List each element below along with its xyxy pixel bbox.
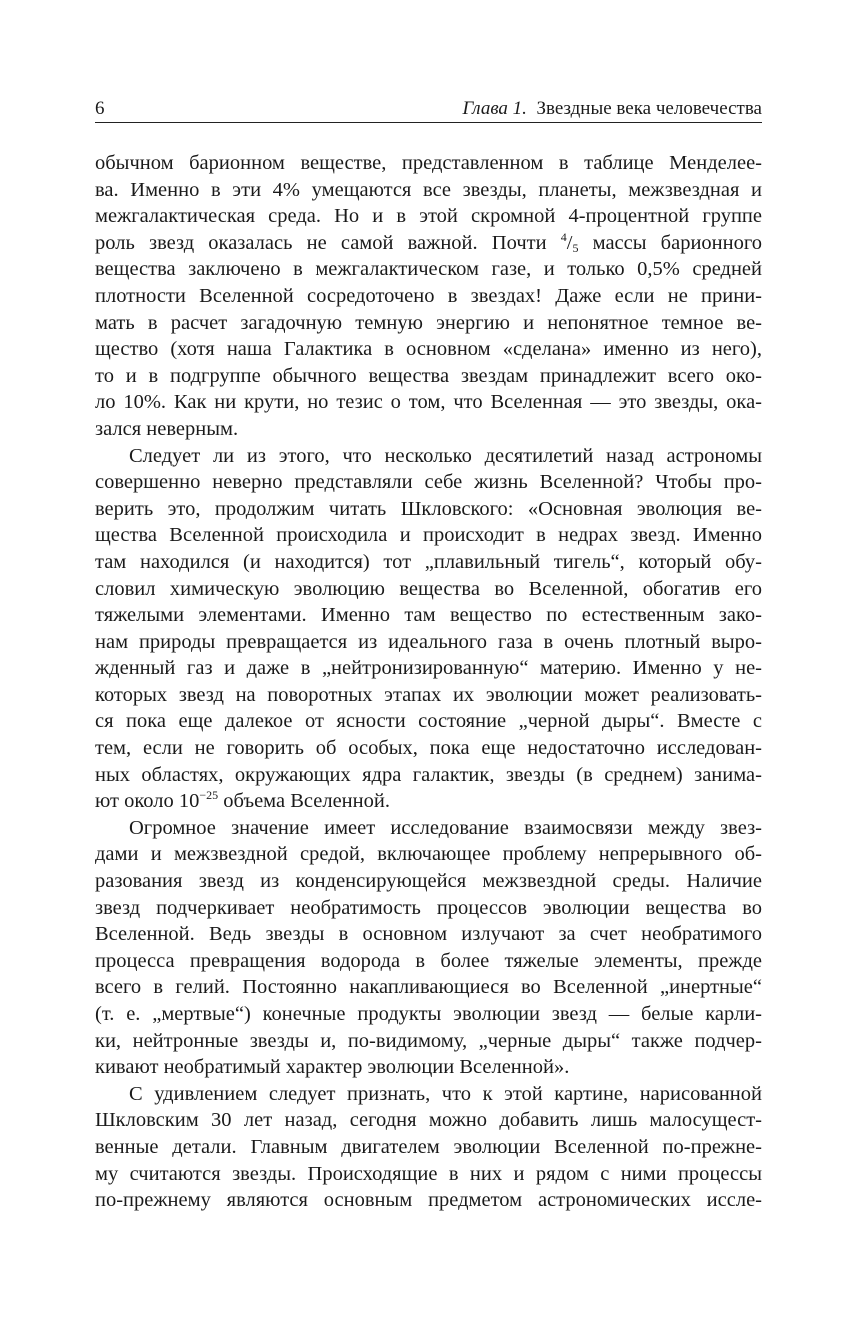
text-line: разования звезд из конденсирующейся межзвездной среды. Наличие <box>95 870 762 893</box>
text-line: ся пока еще далекое от ясности состояние „черной дыры“. Вместе с <box>95 710 762 733</box>
running-header <box>95 96 762 123</box>
text-line: зался неверным. <box>95 417 239 440</box>
text-line: Следует ли из этого, что несколько десятилетий назад астрономы <box>129 444 762 467</box>
text-line: Шкловским 30 лет назад, сегодня можно добавить лишь малосущест- <box>95 1109 762 1132</box>
text-line: процесса превращения водорода в более тяжелые элементы, прежде <box>95 949 762 972</box>
text-line: тем, если не говорить об особых, пока еще недостаточно исследован- <box>95 737 762 760</box>
text-line: вещества заключено в межгалактическом газе, и только 0,5% средней <box>95 258 762 281</box>
text-line: му считаются звезды. Происходящие в них и рядом с ними процессы <box>95 1162 762 1185</box>
text-line: жденный газ и даже в „нейтронизированную“ материю. Именно у не- <box>95 657 762 680</box>
chapter-label: Глава 1. <box>462 98 527 119</box>
fraction <box>560 229 579 255</box>
chapter-title: Звездные века человечества <box>536 98 762 119</box>
text-segment: ют около <box>95 790 174 813</box>
fraction-numerator: 4 <box>560 229 567 244</box>
text-line: плотности Вселенной сосредоточено в звездах! Даже если не прини- <box>95 284 762 307</box>
text-line: всего в гелий. Постоянно накапливающиеся во Вселенной „инертные“ <box>95 976 762 999</box>
text-segment: объема Вселенной. <box>223 790 390 813</box>
text-line: обычном барионном веществе, представленном в таблице Менделее- <box>95 152 762 174</box>
text-line: ва. Именно в эти 4% умещаются все звезды, планеты, межзвездная и <box>95 178 762 201</box>
text-line: венные детали. Главным двигателем эволюции Вселенной по-прежне- <box>95 1135 762 1158</box>
text-line: совершенно неверно представляли себе жизнь Вселенной? Чтобы про- <box>95 471 762 494</box>
text-line: межгалактическая среда. Но и в этой скромной 4-процентной группе <box>95 205 762 228</box>
text-line: звезд подчеркивает необратимость процессов эволюции вещества во <box>95 896 762 919</box>
text-segment: роль звезд оказалась не самой важной. Почти <box>95 231 547 254</box>
text-line: Вселенной. Ведь звезды в основном излучают за счет необратимого <box>95 923 762 946</box>
text-line: С удивлением следует признать, что к этой картине, нарисованной <box>129 1082 762 1105</box>
text-line: щество (хотя наша Галактика в основном «сделана» именно из него), <box>95 338 762 361</box>
text-line-with-fraction <box>95 230 762 257</box>
text-line: ло 10%. Как ни крути, но тезис о том, что Вселенная — это звезды, ока- <box>95 391 762 414</box>
text-line: то и в подгруппе обычного вещества звездам принадлежит всего око- <box>95 364 762 387</box>
text-line: ных областях, окружающих ядра галактик, звезды (в среднем) занима- <box>95 763 762 786</box>
fraction-denominator: 5 <box>572 240 579 255</box>
text-line-with-exponent <box>95 788 762 815</box>
text-line: щества Вселенной происходила и происходит в недрах звезд. Именно <box>95 524 762 547</box>
power-base: 10 <box>178 790 200 813</box>
fraction-slash: / <box>566 231 573 254</box>
text-line: Огромное значение имеет исследование взаимосвязи между звез- <box>129 816 762 839</box>
text-line: мать в расчет загадочную темную энергию и непонятное темное ве- <box>95 311 762 334</box>
page-number: 6 <box>95 98 105 119</box>
text-segment: массы барионного <box>592 231 763 254</box>
text-line: тяжелыми элементами. Именно там вещество по естественным зако- <box>95 604 762 627</box>
text-line: которых звезд на поворотных этапах их эволюции может реализовать- <box>95 683 762 706</box>
text-line: (т. е. „мертвые“) конечные продукты эволюции звезд — белые карли- <box>95 1003 762 1025</box>
text-line: верить это, продолжим читать Шкловского: «Основная эволюция ве- <box>95 497 762 520</box>
power-exponent: −25 <box>199 788 219 803</box>
chapter-heading <box>463 98 763 120</box>
text-line: словил химическую эволюцию вещества во Вселенной, обогатив его <box>95 577 762 600</box>
text-line: кивают необратимый характер эволюции Вселенной». <box>95 1056 570 1079</box>
body-text <box>95 150 762 1214</box>
text-line: по-прежнему являются основным предметом астрономических иссле- <box>95 1189 762 1212</box>
text-line: нам природы превращается из идеального газа в очень плотный выро- <box>95 630 762 653</box>
text-line: дами и межзвездной средой, включающее проблему непрерывного об- <box>95 843 762 866</box>
text-line: там находился (и находится) тот „плавильный тигель“, который обу- <box>95 550 762 573</box>
text-line: ки, нейтронные звезды и, по-видимому, „черные дыры“ также подчер- <box>95 1029 762 1052</box>
